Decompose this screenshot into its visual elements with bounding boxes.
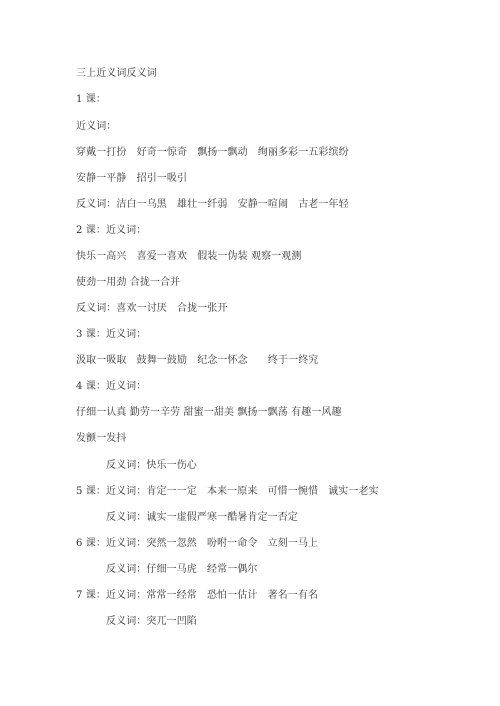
antonym-line: 反义词：喜欢一讨厌 合拢一张开 (76, 303, 228, 314)
text-line: 汲取一吸取 鼓舞一鼓励 纪念一怀念 终于一终究 (76, 355, 319, 366)
antonym-line: 反义词：突兀一凹陷 (106, 616, 197, 627)
antonym-line: 反义词：诚实一虚假严寒一酷暑肯定一否定 (106, 512, 298, 523)
text-line: 仔细一认真 勤劳一辛劳 甜蜜一甜美 飘扬一飘荡 有趣一风趣 (76, 407, 342, 418)
text-line: 快乐一高兴 喜爱一喜欢 假装一伪装 观察一观测 (76, 251, 302, 262)
lesson-4-heading: 4 课：近义词： (76, 381, 147, 392)
text-line: 使劲一用劲 合拢一合并 (76, 277, 181, 288)
lesson-7-heading: 7 课：近义词：常常一经常 恐怕一估计 著名一有名 (76, 590, 319, 601)
antonym-line: 反义词：仔细一马虎 经常一偶尔 (106, 564, 258, 575)
text-line: 安静一平静 招引一吸引 (76, 173, 188, 184)
antonym-line: 反义词：快乐一伤心 (106, 460, 197, 471)
lesson-2-heading: 2 课：近义词： (76, 225, 147, 236)
antonym-line: 反义词：洁白一乌黑 雄壮一纤弱 安静一喧闹 古老一年轻 (76, 199, 349, 210)
text-line: 发颤一发抖 (76, 433, 127, 444)
document-title: 三上近义词反义词 (76, 68, 157, 79)
lesson-6-heading: 6 课：近义词：突然一忽然 吩咐一命令 立刻一马上 (76, 538, 319, 549)
lesson-5-heading: 5 课：近义词：肯定一一定 本来一原来 可惜一惋惜 诚实一老实 (76, 486, 379, 497)
text-line: 穿戴一打扮 好奇一惊奇 飘扬一飘动 绚丽多彩一五彩缤纷 (76, 147, 349, 158)
synonym-label: 近义词： (76, 121, 117, 132)
lesson-3-heading: 3 课：近义词： (76, 329, 147, 340)
lesson-1-heading: 1 课： (76, 94, 106, 105)
